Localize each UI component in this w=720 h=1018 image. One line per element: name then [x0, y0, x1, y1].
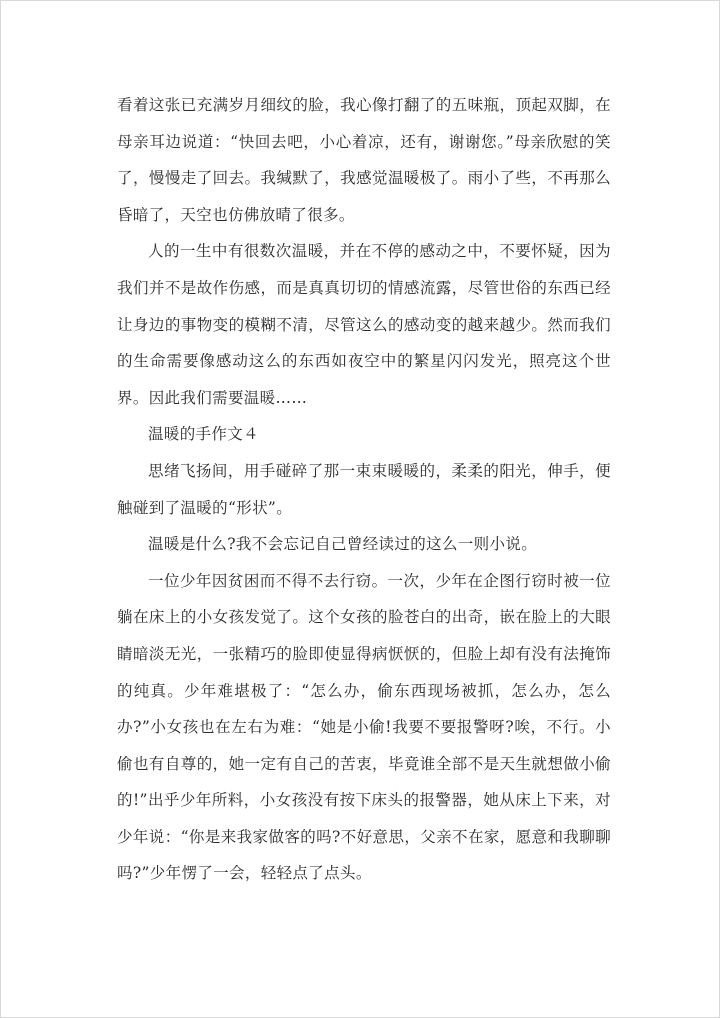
section-heading: 温暖的手作文４ [148, 425, 259, 444]
document-body [117, 87, 611, 892]
paragraph: 一位少年因贫困而不得不去行窃。一次，少年在企图行窃时被一位躺在床上的小女孩发觉了。这个女孩的脸苍白的出奇，嵌在脸上的大眼睛暗淡无光，一张精巧的脸即使显得病恹恹的，但脸上却有没有法掩饰的纯真。少年难堪极了：“怎么办，偷东西现场被抓，怎么办，怎么办?”小女孩也在左右为难：“她是小偷!我要不要报警呀?唉，不行。小偷也有自尊的，她一定有自己的苦衷，毕竟谁全部不是天生就想做小偷的!”出乎少年所料，小女孩没有按下床头的报警器，她从床上下来，对少年说：“你是来我家做客的吗?不好意思，父亲不在家，愿意和我聊聊吗?”少年愣了一会，轻轻点了点头。 [117, 571, 611, 883]
paragraph: 温暖是什么?我不会忘记自己曾经读过的这么一则小说。 [148, 535, 538, 554]
paragraph-continued: 看着这张已充满岁月细纹的脸，我心像打翻了的五味瓶，顶起双脚，在母亲耳边说道：“快回去吧，小心着凉，还有，谢谢您。”母亲欣慰的笑了，慢慢走了回去。我缄默了，我感觉温暖极了。雨小了些，不再那么昏暗了，天空也仿佛放晴了很多。 [117, 96, 611, 224]
paragraph: 人的一生中有很数次温暖，并在不停的感动之中，不要怀疑，因为我们并不是故作伤感，而是真真切切的情感流露，尽管世俗的东西已经让身边的事物变的模糊不清，尽管这么的感动变的越来越少。然而我们的生命需要像感动这么的东西如夜空中的繁星闪闪发光，照亮这个世界。因此我们需要温暖…… [117, 242, 611, 407]
paragraph: 思绪飞扬间，用手碰碎了那一束束暖暖的，柔柔的阳光，伸手，便触碰到了温暖的“形状”。 [117, 461, 611, 517]
